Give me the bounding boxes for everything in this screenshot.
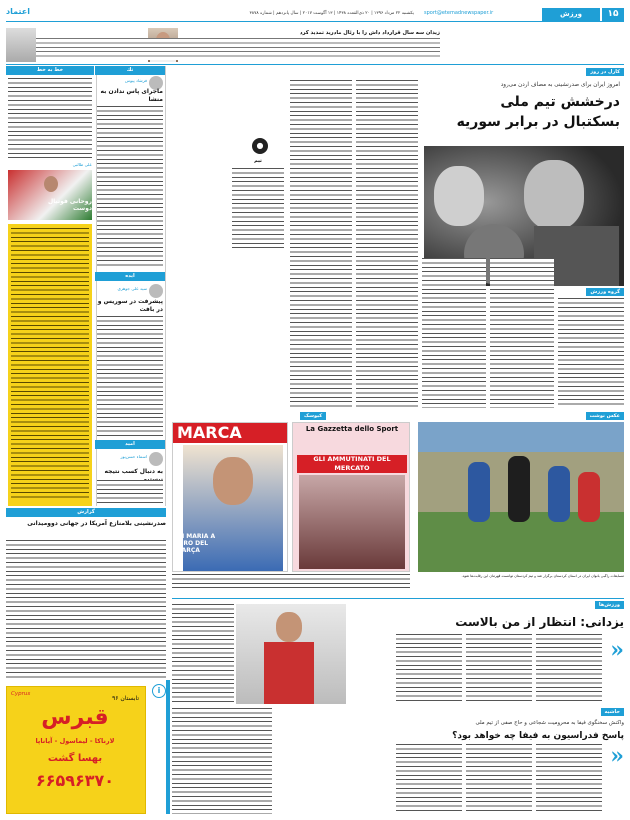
left-col-tag: خط به خط bbox=[6, 66, 94, 75]
yellow-panel bbox=[8, 224, 92, 506]
col-headline-3: به دنبال کسب نتیجه bbox=[104, 468, 163, 475]
col-body-3 bbox=[97, 480, 163, 506]
bottom-headline-1: یزدانی: انتظار از من بالاست bbox=[455, 615, 624, 629]
rouhani-photo bbox=[8, 170, 92, 220]
divider bbox=[6, 64, 624, 65]
gazzetta-logo: La Gazzetta dello Sport bbox=[305, 425, 399, 433]
cyprus-ad[interactable] bbox=[6, 686, 146, 814]
col-headline-4: صدرنشینی بلامنازع آمریکا در جهانی دوومیدانی bbox=[27, 520, 166, 527]
marca-logo: MARCA bbox=[173, 423, 288, 443]
col-tag-1: تك bbox=[95, 66, 165, 75]
col-body-1 bbox=[97, 106, 163, 268]
side-quote-icon: ● bbox=[252, 138, 268, 154]
bottom-body-1c bbox=[396, 634, 462, 704]
lead-kicker: امروز ایران برای صدرنشینی به مصاف اردن می‌رود bbox=[500, 82, 620, 88]
col-headline-2: پیشرفت در سوریس و در بافت bbox=[97, 298, 163, 313]
ad-cities: لارناکا - لیماسول - آیاناپا bbox=[35, 737, 115, 745]
ad-phone: ۶۶۵۹۶۳۷۰ bbox=[35, 771, 115, 790]
page-number: ۱۵ bbox=[602, 8, 624, 21]
ad-season: تابستان ۹۶ bbox=[112, 695, 139, 702]
gazzetta-headline: GLI AMMUTINATI DEL MERCATO bbox=[297, 455, 407, 473]
bottom-body-2d bbox=[172, 708, 272, 814]
kiosk-captions bbox=[172, 574, 410, 588]
col-body-2 bbox=[97, 316, 163, 436]
gazzetta-photo bbox=[299, 475, 405, 569]
ad-title: قبرس bbox=[41, 705, 109, 730]
mid-body-col2 bbox=[290, 80, 352, 410]
bottom-tag-2: حاشیه bbox=[601, 708, 624, 716]
lead-tag: کارل در روز bbox=[586, 68, 624, 76]
left-col-author: علی طالبی bbox=[72, 162, 92, 167]
col-tag-2: ایده bbox=[95, 272, 165, 281]
divider-2 bbox=[172, 598, 624, 599]
bottom-body-1d bbox=[172, 604, 234, 704]
bottom-body-1a bbox=[536, 634, 602, 704]
bottom-headline-2: پاسخ فدراسیون به فیفا چه خواهد بود؟ bbox=[452, 731, 624, 741]
gazzetta-cover bbox=[292, 422, 410, 572]
top-story-headline: زیدان سه سال قرارداد داش را با رئال مادرید تمدید کرد bbox=[299, 30, 440, 36]
quote-mark-2: « bbox=[610, 743, 624, 769]
info-icon: i bbox=[152, 684, 166, 698]
top-story-body bbox=[10, 38, 440, 60]
author-photo-3 bbox=[149, 452, 163, 466]
page-header bbox=[6, 8, 624, 22]
marca-cover bbox=[172, 422, 288, 572]
side-quote-box bbox=[228, 80, 288, 410]
bottom-body-2c bbox=[396, 744, 462, 814]
photo-caption-tag: عکس نوشت bbox=[586, 412, 624, 420]
date-line: یکشنبه ۲۲ مرداد ۱۳۹۶ | ۲۰ ذی‌القعده ۱۴۳۸ | ۱۳ آگوست ۲۰۱۷ | سال پانزدهم | شماره ۳۸۷۸ bbox=[249, 11, 414, 16]
col-tag-4: گزارش bbox=[6, 508, 166, 517]
side-quote-label: تیم bbox=[254, 158, 262, 164]
section-email: sport@etemadnewspaper.ir bbox=[424, 10, 494, 16]
ad-brand: Cyprus bbox=[11, 691, 31, 697]
marca-subhead: DI MARIA A TIRO DEL BARÇA bbox=[177, 533, 216, 554]
lead-body-tag: گروه ورزش bbox=[586, 288, 624, 296]
bottom-body-1b bbox=[466, 634, 532, 704]
author-name-2: سید علی جوهري bbox=[117, 286, 147, 291]
rugby-caption: مسابقات راگبی بانوان ایران در استان کردستان برگزار شد و تیم کردستان توانست قهرمان این رقابت‌ها شود. bbox=[461, 574, 624, 578]
yellow-panel-text bbox=[11, 228, 89, 500]
quote-mark-1: « bbox=[610, 637, 624, 663]
author-name-3: اسماء حسن‌پور bbox=[120, 454, 147, 459]
ad-offer: بهسا گشت bbox=[47, 753, 103, 764]
rugby-photo bbox=[418, 422, 624, 572]
col-tag-3: امید bbox=[95, 440, 165, 449]
lead-headline: درخشش تیم ملی بسکتبال در برابر سوریه bbox=[456, 94, 620, 130]
kiosk-tag: کیوسک bbox=[300, 412, 326, 420]
left-column bbox=[6, 66, 94, 506]
section-title: ورزش bbox=[542, 8, 600, 21]
col-body-4 bbox=[6, 540, 166, 680]
bottom-body-2a bbox=[536, 744, 602, 814]
left-col-body-1 bbox=[8, 78, 92, 158]
top-story-photo-small bbox=[6, 28, 36, 62]
author-name-1: فرشاد پیوس bbox=[125, 78, 147, 83]
lead-body-col1 bbox=[558, 298, 624, 408]
newspaper-logo: اعتماد bbox=[6, 7, 30, 16]
wrestler-photo bbox=[236, 604, 346, 704]
author-photo-2 bbox=[149, 284, 163, 298]
side-quote-text bbox=[232, 168, 284, 248]
rouhani-caption: روحانی فوتبال دوست bbox=[47, 198, 92, 212]
bottom-tag-1: ورزش‌ها bbox=[595, 601, 624, 609]
lead-body-col2 bbox=[490, 258, 554, 408]
mid-body-col1 bbox=[356, 80, 418, 410]
bottom-body-2b bbox=[466, 744, 532, 814]
lead-body-col3 bbox=[422, 258, 486, 408]
col-headline-1: ماجرای پاس ندادن به منشا bbox=[100, 88, 163, 103]
right-column bbox=[96, 66, 166, 506]
info-strip bbox=[166, 680, 170, 814]
bottom-kicker-2: واکنش سخنگوی فیفا به محرومیت شجاعی و حاج صفی از تیم ملی bbox=[475, 720, 624, 726]
